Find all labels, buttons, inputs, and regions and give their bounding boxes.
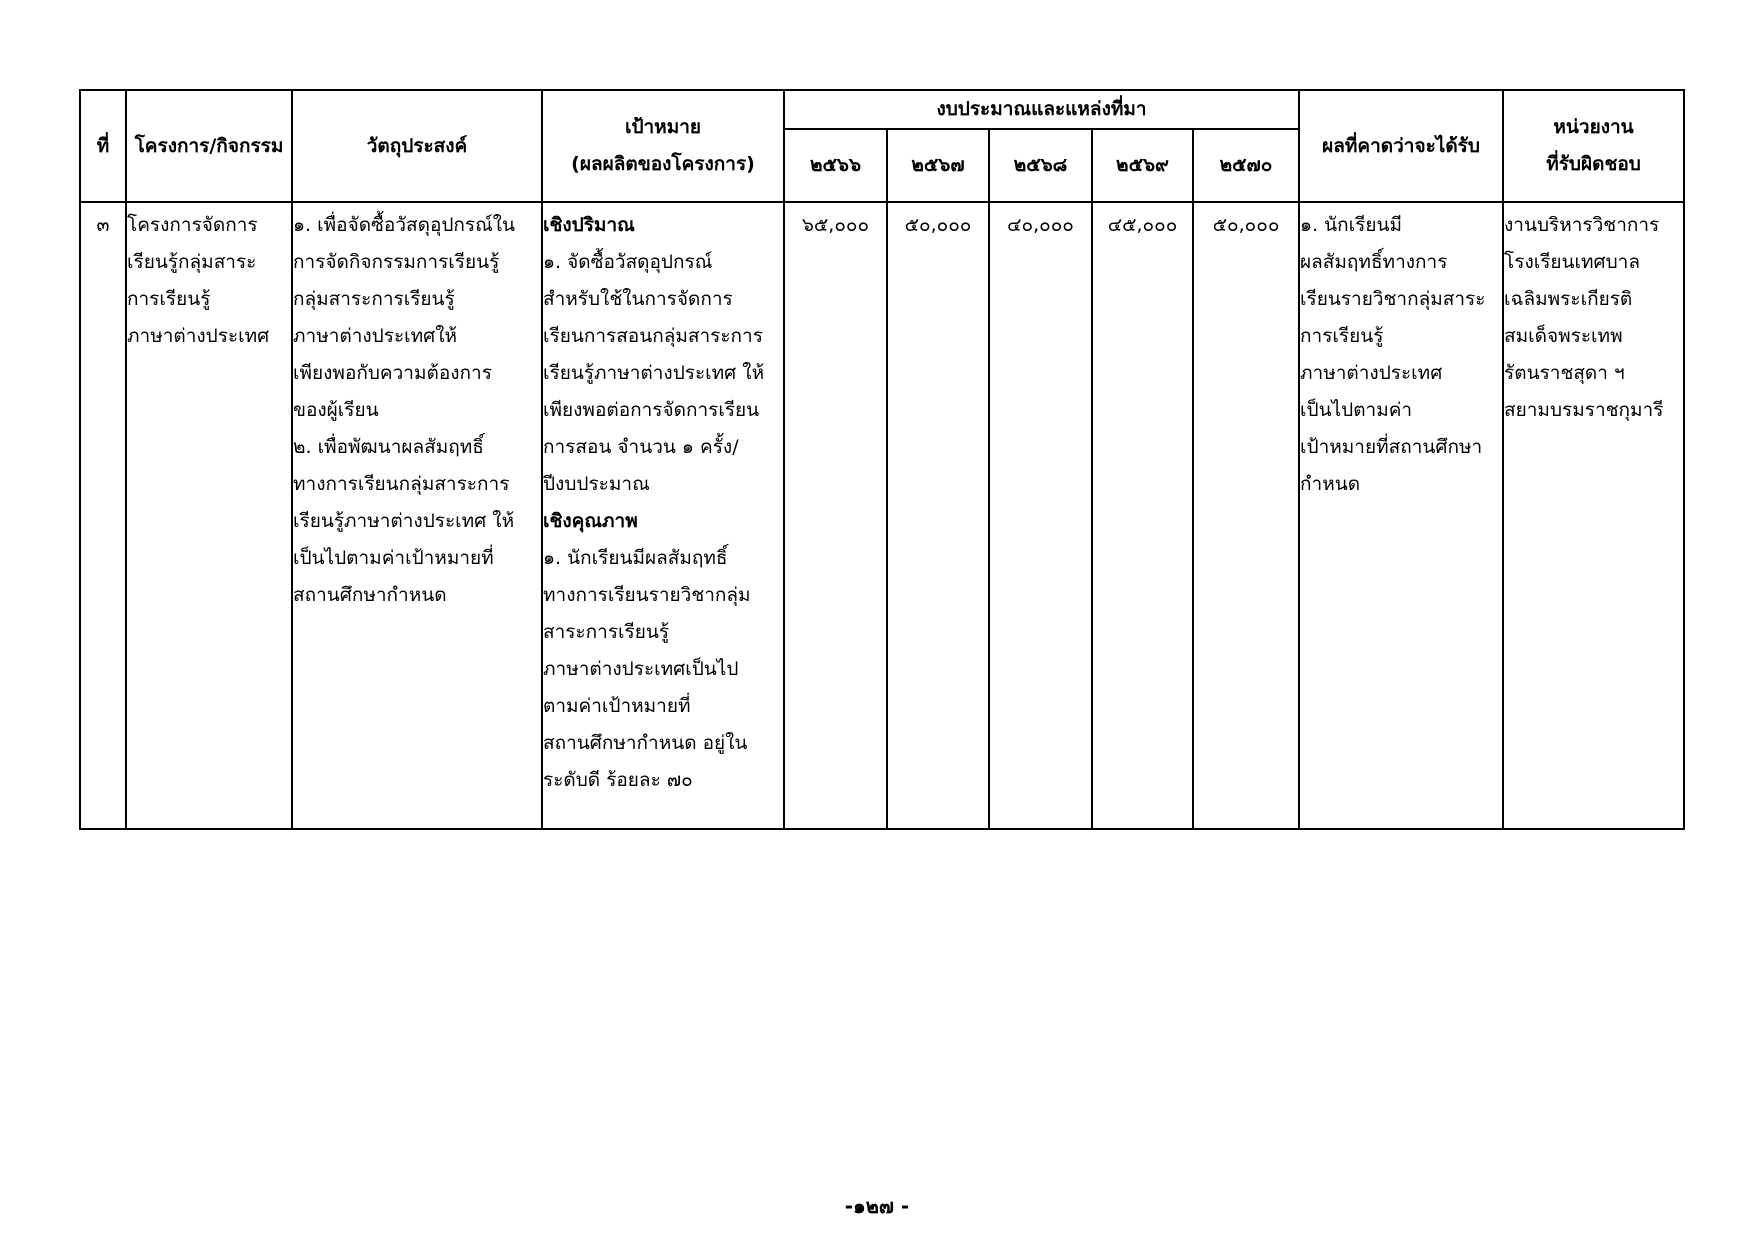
budget-value: ๕๐,๐๐๐: [1212, 214, 1280, 236]
header-target-line2: (ผลผลิตของโครงการ): [571, 153, 755, 175]
row-objective-cell: [292, 202, 542, 829]
target-line: ระดับดี ร้อยละ ๗๐: [543, 769, 693, 791]
project-line: ภาษาต่างประเทศ: [127, 325, 270, 347]
objective-line: ๒. เพื่อพัฒนาผลสัมฤทธิ์: [293, 436, 484, 458]
target-line: สถานศึกษากำหนด อยู่ใน: [543, 732, 748, 754]
target-line: ตามค่าเป้าหมายที่: [543, 695, 691, 717]
responsible-line: โรงเรียนเทศบาล: [1504, 251, 1640, 273]
header-expected: ผลที่คาดว่าจะได้รับ: [1299, 90, 1503, 202]
table-row: [80, 202, 1684, 829]
responsible-line: งานบริหารวิชาการ: [1504, 214, 1660, 236]
target-line: ๑. นักเรียนมีผลสัมฤทธิ์: [543, 547, 728, 569]
objective-line: ๑. เพื่อจัดซื้อวัสดุอุปกรณ์ใน: [293, 214, 516, 236]
row-no: ๓: [96, 214, 110, 236]
header-year-2567: ๒๕๖๗: [887, 129, 989, 202]
target-line: ภาษาต่างประเทศเป็นไป: [543, 658, 739, 680]
target-line: เพียงพอต่อการจัดการเรียน: [543, 399, 760, 421]
expected-line: เป็นไปตามค่า: [1300, 399, 1413, 421]
project-plan-table: [79, 89, 1685, 830]
target-line: ทางการเรียนรายวิชากลุ่ม: [543, 584, 751, 606]
expected-line: ผลสัมฤทธิ์ทางการ: [1300, 251, 1448, 273]
header-target: [542, 90, 784, 202]
objective-line: การจัดกิจกรรมการเรียนรู้: [293, 251, 500, 273]
objective-line: ทางการเรียนกลุ่มสาระการ: [293, 473, 510, 495]
page-number: -๑๒๗ -: [844, 1194, 910, 1218]
expected-line: เป้าหมายที่สถานศึกษา: [1300, 436, 1483, 458]
budget-2569-cell: [1092, 202, 1193, 829]
budget-2568-cell: [989, 202, 1092, 829]
objective-line: สถานศึกษากำหนด: [293, 584, 447, 606]
responsible-line: รัตนราชสุดา ฯ: [1504, 362, 1625, 384]
objective-line: กลุ่มสาระการเรียนรู้: [293, 288, 455, 310]
responsible-line: สมเด็จพระเทพ: [1504, 325, 1623, 347]
row-project-cell: [126, 202, 292, 829]
header-year-2568: ๒๕๖๘: [989, 129, 1092, 202]
project-line: โครงการจัดการ: [127, 214, 258, 236]
target-line: การสอน จำนวน ๑ ครั้ง/: [543, 436, 739, 458]
objective-line: ของผู้เรียน: [293, 399, 379, 421]
row-target-cell: [542, 202, 784, 829]
expected-line: ภาษาต่างประเทศ: [1300, 362, 1443, 384]
project-line: การเรียนรู้: [127, 288, 211, 310]
table-header: [80, 90, 1684, 202]
responsible-line: สยามบรมราชกุมารี: [1504, 399, 1664, 421]
table-body: [80, 202, 1684, 829]
header-responsible-line2: ที่รับผิดชอบ: [1546, 153, 1641, 175]
objective-line: เรียนรู้ภาษาต่างประเทศ ให้: [293, 510, 515, 532]
row-expected-cell: [1299, 202, 1503, 829]
target-line: ๑. จัดซื้อวัสดุอุปกรณ์: [543, 251, 713, 273]
row-no-cell: [80, 202, 126, 829]
budget-value: ๕๐,๐๐๐: [904, 214, 972, 236]
header-project: โครงการ/กิจกรรม: [126, 90, 292, 202]
budget-value: ๔๐,๐๐๐: [1007, 214, 1074, 236]
target-heading-quality: เชิงคุณภาพ: [543, 510, 638, 532]
header-responsible-line1: หน่วยงาน: [1553, 116, 1634, 138]
objective-line: เป็นไปตามค่าเป้าหมายที่: [293, 547, 494, 569]
expected-line: กำหนด: [1300, 473, 1361, 495]
objective-line: ภาษาต่างประเทศให้: [293, 325, 458, 347]
row-responsible-cell: [1503, 202, 1684, 829]
budget-2567-cell: [887, 202, 989, 829]
budget-value: ๖๕,๐๐๐: [801, 214, 870, 236]
target-line: เรียนการสอนกลุ่มสาระการ: [543, 325, 763, 347]
responsible-line: เฉลิมพระเกียรติ: [1504, 288, 1633, 310]
header-budget: งบประมาณและแหล่งที่มา: [784, 90, 1299, 129]
expected-line: การเรียนรู้: [1300, 325, 1384, 347]
target-heading-quantity: เชิงปริมาณ: [543, 214, 635, 236]
project-line: เรียนรู้กลุ่มสาระ: [127, 251, 257, 273]
budget-2570-cell: [1193, 202, 1299, 829]
header-objective: วัตถุประสงค์: [292, 90, 542, 202]
budget-value: ๔๕,๐๐๐: [1107, 214, 1178, 236]
header-responsible: [1503, 90, 1684, 202]
target-line: ปีงบประมาณ: [543, 473, 650, 495]
objective-line: เพียงพอกับความต้องการ: [293, 362, 492, 384]
header-target-line1: เป้าหมาย: [624, 116, 702, 138]
header-no: ที่: [80, 90, 126, 202]
header-year-2570: ๒๕๗๐: [1193, 129, 1299, 202]
expected-line: เรียนรายวิชากลุ่มสาระ: [1300, 288, 1486, 310]
budget-2566-cell: [784, 202, 887, 829]
target-line: สำหรับใช้ในการจัดการ: [543, 288, 733, 310]
expected-line: ๑. นักเรียนมี: [1300, 214, 1403, 236]
header-year-2566: ๒๕๖๖: [784, 129, 887, 202]
header-year-2569: ๒๕๖๙: [1092, 129, 1193, 202]
target-line: สาระการเรียนรู้: [543, 621, 670, 643]
target-line: เรียนรู้ภาษาต่างประเทศ ให้: [543, 362, 765, 384]
